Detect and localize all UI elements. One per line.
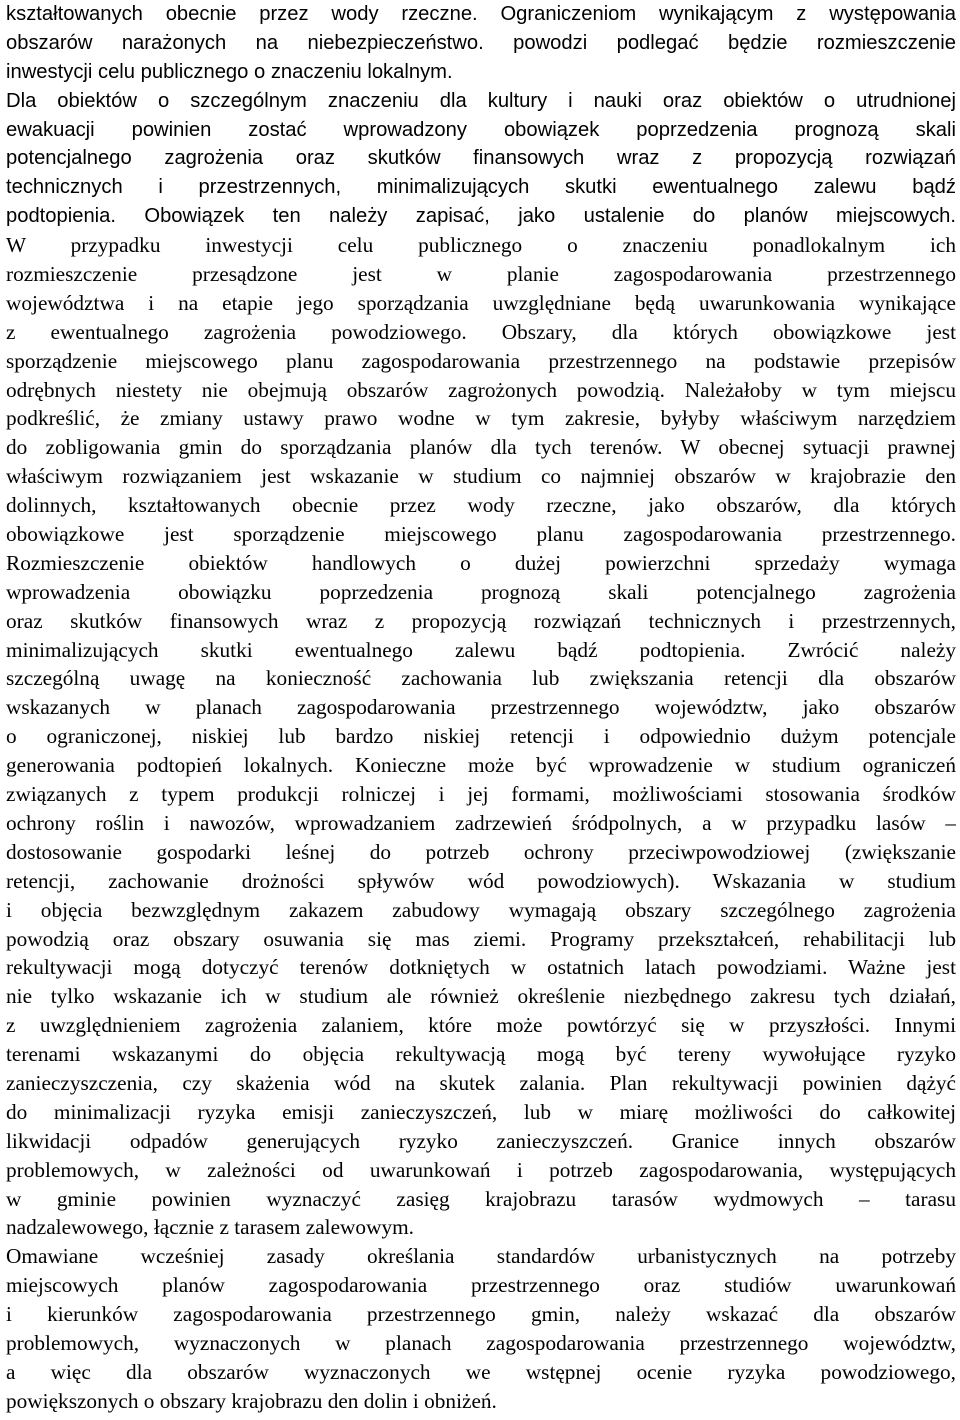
text-line: powodzią oraz obszary osuwania się mas ziemi. Programy przekształceń, rehabilitacji lub (6, 926, 956, 951)
text-line: województwa i na etapie jego sporządzania uwzględniane będą uwarunkowania wynikające (6, 290, 956, 315)
text-line: rekultywacji mogą dotyczyć terenów dotkniętych w ostatnich latach powodziami. Ważne jest (6, 955, 956, 980)
text-line: technicznych i przestrzennych, minimalizujących skutki ewentualnego zalewu bądź (6, 176, 956, 199)
text-line: minimalizujących skutki ewentualnego zalewu bądź podtopienia. Zwrócić należy (6, 637, 956, 662)
text-line: nadzalewowego, łącznie z tarasem zalewowym. (6, 1215, 414, 1240)
text-line: likwidacji odpadów generujących ryzyko zanieczyszczeń. Granice innych obszarów (6, 1128, 956, 1153)
text-line: W przypadku inwestycji celu publicznego o znaczeniu ponadlokalnym ich (6, 233, 956, 258)
text-line: z ewentualnego zagrożenia powodziowego. Obszary, dla których obowiązkowe jest (6, 319, 956, 344)
text-line: oraz skutków finansowych wraz z propozycją rozwiązań technicznych i przestrzennych, (6, 608, 956, 633)
text-line: dostosowanie gospodarki leśnej do potrzeb ochrony przeciwpowodziowej (zwiększanie (6, 839, 956, 864)
text-line: szczególną uwagę na konieczność zachowania lub zwiększania retencji dla obszarów (6, 666, 956, 691)
text-line: zanieczyszczenia, czy skażenia wód na skutek zalania. Plan rekultywacji powinien dążyć (6, 1070, 956, 1095)
text-line: Dla obiektów o szczególnym znaczeniu dla kultury i nauki oraz obiektów o utrudnionej (6, 89, 956, 112)
text-line: wskazanych w planach zagospodarowania przestrzennego województw, jako obszarów (6, 695, 956, 720)
text-line: podkreślić, że zmiany ustawy prawo wodne w tym zakresie, byłyby właściwym narzędziem (6, 406, 956, 431)
text-line: problemowych, wyznaczonych w planach zagospodarowania przestrzennego województw, (6, 1330, 956, 1355)
text-line: generowania podtopień lokalnych. Konieczne może być wprowadzenie w studium ograniczeń (6, 753, 956, 778)
text-line: Rozmieszczenie obiektów handlowych o dużej powierzchni sprzedaży wymaga (6, 550, 956, 575)
text-line: i kierunków zagospodarowania przestrzennego gmin, należy wskazać dla obszarów (6, 1302, 956, 1327)
text-line: z uwzględnieniem zagrożenia zalaniem, które może powtórzyć się w przyszłości. Innymi (6, 1013, 956, 1038)
text-line: sporządzenie miejscowego planu zagospodarowania przestrzennego na podstawie przepisów (6, 348, 956, 373)
text-line: podtopienia. Obowiązek ten należy zapisać, jako ustalenie do planów miejscowych. (6, 205, 956, 228)
text-line: obowiązkowe jest sporządzenie miejscowego planu zagospodarowania przestrzennego. (6, 522, 956, 547)
text-line: dolinnych, kształtowanych obecnie przez wody rzeczne, jako obszarów, dla których (6, 493, 956, 518)
text-line: inwestycji celu publicznego o znaczeniu lokalnym. (6, 60, 453, 83)
text-line: a więc dla obszarów wyznaczonych we wstępnej ocenie ryzyka powodziowego, (6, 1359, 956, 1384)
text-line: do minimalizacji ryzyka emisji zanieczyszczeń, lub w miarę możliwości do całkowitej (6, 1099, 956, 1124)
text-line: rozmieszczenie przesądzone jest w planie zagospodarowania przestrzennego (6, 262, 956, 287)
text-line: potencjalnego zagrożenia oraz skutków finansowych wraz z propozycją rozwiązań (6, 147, 956, 170)
text-line: do zobligowania gmin do sporządzania planów dla tych terenów. W obecnej sytuacji prawnej (6, 435, 956, 460)
text-line: w gminie powinien wyznaczyć zasięg krajobrazu tarasów wydmowych – tarasu (6, 1186, 956, 1211)
text-line: miejscowych planów zagospodarowania przestrzennego oraz studiów uwarunkowań (6, 1273, 956, 1298)
text-line: i objęcia bezwzględnym zakazem zabudowy wymagają obszary szczególnego zagrożenia (6, 897, 956, 922)
text-line: ochrony roślin i nawozów, wprowadzaniem zadrzewień śródpolnych, a w przypadku lasów – (6, 810, 956, 835)
text-line: Omawiane wcześniej zasady określania standardów urbanistycznych na potrzeby (6, 1244, 956, 1269)
document-page (6, 0, 956, 1416)
text-line: właściwym rozwiązaniem jest wskazanie w studium co najmniej obszarów w krajobrazie den (6, 464, 956, 489)
text-line: problemowych, w zależności od uwarunkowań i potrzeb zagospodarowania, występujących (6, 1157, 956, 1182)
text-line: kształtowanych obecnie przez wody rzeczne. Ograniczeniom wynikającym z występowania (6, 3, 956, 25)
text-line: wprowadzenia obowiązku poprzedzenia prognozą skali potencjalnego zagrożenia (6, 579, 956, 604)
text-line: ewakuacji powinien zostać wprowadzony obowiązek poprzedzenia prognozą skali (6, 118, 956, 141)
text-line: powiększonych o obszary krajobrazu den dolin i obniżeń. (6, 1388, 497, 1413)
text-line: retencji, zachowanie drożności spływów wód powodziowych). Wskazania w studium (6, 868, 956, 893)
text-line: nie tylko wskazanie ich w studium ale również określenie niezbędnego zakresu tych działań, (6, 984, 956, 1009)
text-line: obszarów narażonych na niebezpieczeństwo. powodzi podlegać będzie rozmieszczenie (6, 31, 956, 54)
text-line: o ograniczonej, niskiej lub bardzo niskiej retencji i odpowiednio dużym potencjale (6, 724, 956, 749)
text-line: odrębnych niestety nie obejmują obszarów zagrożonych powodzią. Należałoby w tym miejscu (6, 377, 956, 402)
text-line: terenami wskazanymi do objęcia rekultywacją mogą być tereny wywołujące ryzyko (6, 1042, 956, 1067)
text-line: związanych z typem produkcji rolniczej i jej formami, możliwościami stosowania środków (6, 782, 956, 807)
